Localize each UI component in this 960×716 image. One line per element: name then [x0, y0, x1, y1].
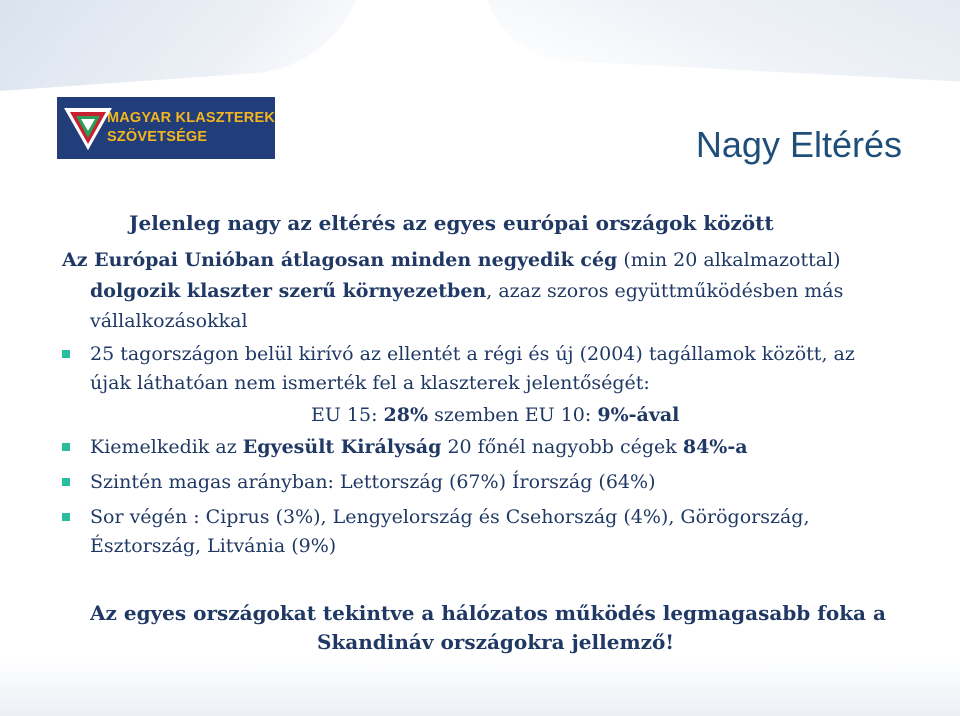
intro-normal-1: (min 20 alkalmazottal) — [617, 249, 841, 271]
logo-text-line1: MAGYAR KLASZTEREK — [106, 110, 275, 126]
bullet-2-value: 84%-a — [682, 436, 748, 458]
logo-triangle-icon — [57, 97, 101, 159]
conclusion-line-1: Az egyes országokat tekintve a hálózatos működés legmagasabb foka a — [90, 601, 886, 625]
bullet-3: Szintén magas arányban: Lettország (67%) Írország (64%) — [90, 471, 656, 493]
decorative-swoosh-top-right — [478, 0, 960, 84]
intro-bold-1: Az Európai Unióban átlagosan minden negyedik cég — [62, 249, 618, 271]
eu-comparison — [311, 401, 679, 429]
bullet-1-line-1: 25 tagországon belül kirívó az ellentét a régi és új (2004) tagállamok között, az — [90, 343, 855, 365]
bullet-square-icon — [62, 513, 70, 521]
intro-line-1 — [62, 246, 841, 274]
slide-title: Nagy Eltérés — [695, 124, 902, 165]
bullet-square-icon — [62, 443, 70, 451]
bullet-2-country: Egyesült Királyság — [242, 436, 442, 458]
decorative-swoosh-top-left — [0, 0, 374, 95]
conclusion-line-2: Skandináv országokra jellemző! — [317, 630, 675, 654]
eu15-value: 28% — [383, 404, 429, 426]
cluster-association-logo — [57, 97, 275, 159]
bullet-4-line-1: Sor végén : Ciprus (3%), Lengyelország és Csehország (4%), Görögország, — [90, 506, 810, 528]
intro-line-3: vállalkozásokkal — [90, 310, 248, 332]
bullet-2 — [90, 433, 748, 461]
bullet-square-icon — [62, 478, 70, 486]
eu10-value: 9%-ával — [597, 404, 680, 426]
heading: Jelenleg nagy az eltérés az egyes európai országok között — [129, 211, 774, 235]
intro-normal-2: , azaz szoros együttműködésben más — [486, 280, 844, 302]
bullet-2-part-3: 20 főnél nagyobb cégek — [441, 436, 683, 458]
bullet-4-line-2: Észtország, Litvánia (9%) — [90, 535, 337, 557]
eu15-label: EU 15: — [311, 404, 384, 426]
decorative-swoosh-bottom — [0, 656, 960, 716]
intro-line-2 — [90, 277, 843, 305]
bullet-1-line-2: újak láthatóan nem ismerték fel a klaszterek jelentőségét: — [90, 372, 650, 394]
bullet-square-icon — [62, 350, 70, 358]
logo-text-line2: SZÖVETSÉGE — [106, 129, 208, 145]
eu10-label: szemben EU 10: — [428, 404, 598, 426]
bullet-2-part-1: Kiemelkedik az — [90, 436, 243, 458]
intro-bold-2: dolgozik klaszter szerű környezetben — [90, 280, 487, 302]
